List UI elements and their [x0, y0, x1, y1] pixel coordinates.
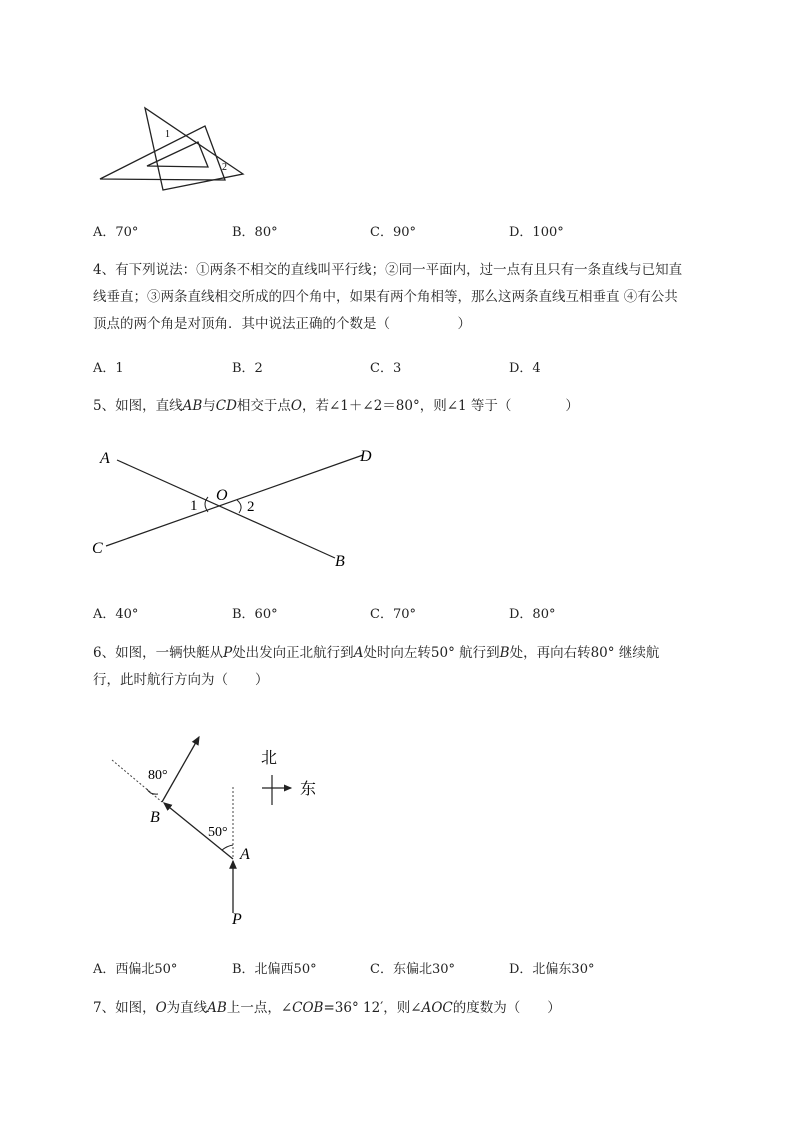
q7-text — [93, 995, 753, 1022]
q5-text-mid3: ，若∠1＋∠2＝80°，则∠1 等于（ ） — [302, 398, 579, 414]
q4-option-d: D．4 — [509, 361, 541, 376]
q6-text-mid2: 处时向左转50° 航行到 — [363, 645, 500, 661]
q3-figure — [95, 104, 250, 196]
q5-option-a: A．40° — [93, 607, 139, 622]
q5-label-2: 2 — [247, 499, 255, 515]
q5-point-o: O — [290, 398, 302, 414]
q6-text-prefix: 6、如图，一辆快艇从 — [93, 645, 224, 661]
q6-option-a: A．西偏北50° — [93, 962, 178, 977]
q6-option-b: B．北偏西50° — [232, 962, 317, 977]
q5-option-b: B．60° — [232, 607, 278, 622]
q5-label-a: A — [100, 450, 110, 467]
q3-set-square-front — [100, 126, 225, 180]
q5-label-b: B — [335, 553, 345, 570]
q5-text-mid1: 与 — [202, 398, 216, 414]
q6-angle-80-arc — [147, 789, 158, 794]
q6-text-mid3: 处，再向右转80° 继续航 — [509, 645, 660, 661]
q4-option-c: C．3 — [370, 361, 402, 376]
q6-option-c: C．东偏北30° — [370, 962, 455, 977]
q6-label-b: B — [150, 809, 160, 826]
q6-angle-50-label: 50° — [208, 825, 228, 840]
q5-line-ab-segment — [117, 460, 335, 558]
q4-line-3: 顶点的两个角是对顶角．其中说法正确的个数是（ ） — [93, 316, 471, 332]
q5-label-1: 1 — [190, 498, 198, 514]
q6-line-2: 行，此时航行方向为（ ） — [93, 672, 269, 688]
q7-angle-cob: COB — [292, 1000, 324, 1016]
q6-point-b: B — [499, 645, 510, 661]
q6-label-a: A — [240, 846, 250, 863]
q3-option-b: B．80° — [232, 225, 278, 240]
q5-option-d: D．80° — [509, 607, 556, 622]
q5-text — [93, 393, 753, 420]
q6-angle-80-label: 80° — [148, 768, 168, 783]
q5-label-o: O — [216, 487, 228, 504]
q4-line-2: 线垂直；③两条直线相交所成的四个角中，如果有两个角相等，那么这两条直线互相垂直 ④有公共 — [93, 289, 678, 305]
q3-angle-1-label: 1 — [165, 129, 170, 140]
q7-text-suffix: 的度数为（ ） — [452, 1000, 561, 1016]
q6-point-a: A — [353, 645, 364, 661]
q3-option-d: D．100° — [509, 225, 564, 240]
q7-line-ab: AB — [207, 1000, 227, 1016]
q5-text-mid2: 相交于点 — [236, 398, 291, 414]
q5-angle-2-arc — [237, 500, 241, 513]
q3-option-a: A．70° — [93, 225, 139, 240]
q6-text — [93, 640, 753, 694]
q6-label-p: P — [232, 911, 242, 928]
q3-option-c: C．90° — [370, 225, 416, 240]
q7-text-mid3: =36° 12′，则∠ — [323, 1000, 422, 1016]
q6-east-label: 东 — [300, 781, 317, 798]
q5-label-c: C — [92, 540, 103, 557]
q7-point-o: O — [155, 1000, 167, 1016]
q7-text-prefix: 7、如图， — [93, 1000, 156, 1016]
q6-point-p: P — [223, 645, 233, 661]
q6-angle-50-arc — [222, 845, 233, 850]
q4-option-a: A．1 — [93, 361, 124, 376]
q6-text-mid1: 处出发向正北航行到 — [232, 645, 354, 661]
q3-angle-2-label: 2 — [222, 162, 227, 173]
q3-set-square-inner — [147, 142, 208, 167]
q6-option-d: D．北偏东30° — [509, 962, 595, 977]
q7-text-mid2: 上一点，∠ — [226, 1000, 293, 1016]
q5-line-cd-segment — [106, 455, 363, 546]
q7-text-mid1: 为直线 — [166, 1000, 208, 1016]
q6-north-label: 北 — [261, 750, 278, 767]
q5-text-prefix: 5、如图，直线 — [93, 398, 183, 414]
q5-option-c: C．70° — [370, 607, 416, 622]
q7-angle-aoc: AOC — [421, 1000, 453, 1016]
q5-label-d: D — [360, 448, 372, 465]
q5-line-cd: CD — [215, 398, 237, 414]
q4-line-1: 4、有下列说法：①两条不相交的直线叫平行线；②同一平面内，过一点有且只有一条直线与已知直 — [93, 262, 683, 278]
q6-line-1 — [93, 640, 753, 667]
q6-figure — [100, 725, 330, 935]
q5-figure — [88, 440, 388, 575]
q5-line-ab: AB — [182, 398, 203, 414]
q4-text — [93, 257, 753, 338]
q4-option-b: B．2 — [232, 361, 263, 376]
